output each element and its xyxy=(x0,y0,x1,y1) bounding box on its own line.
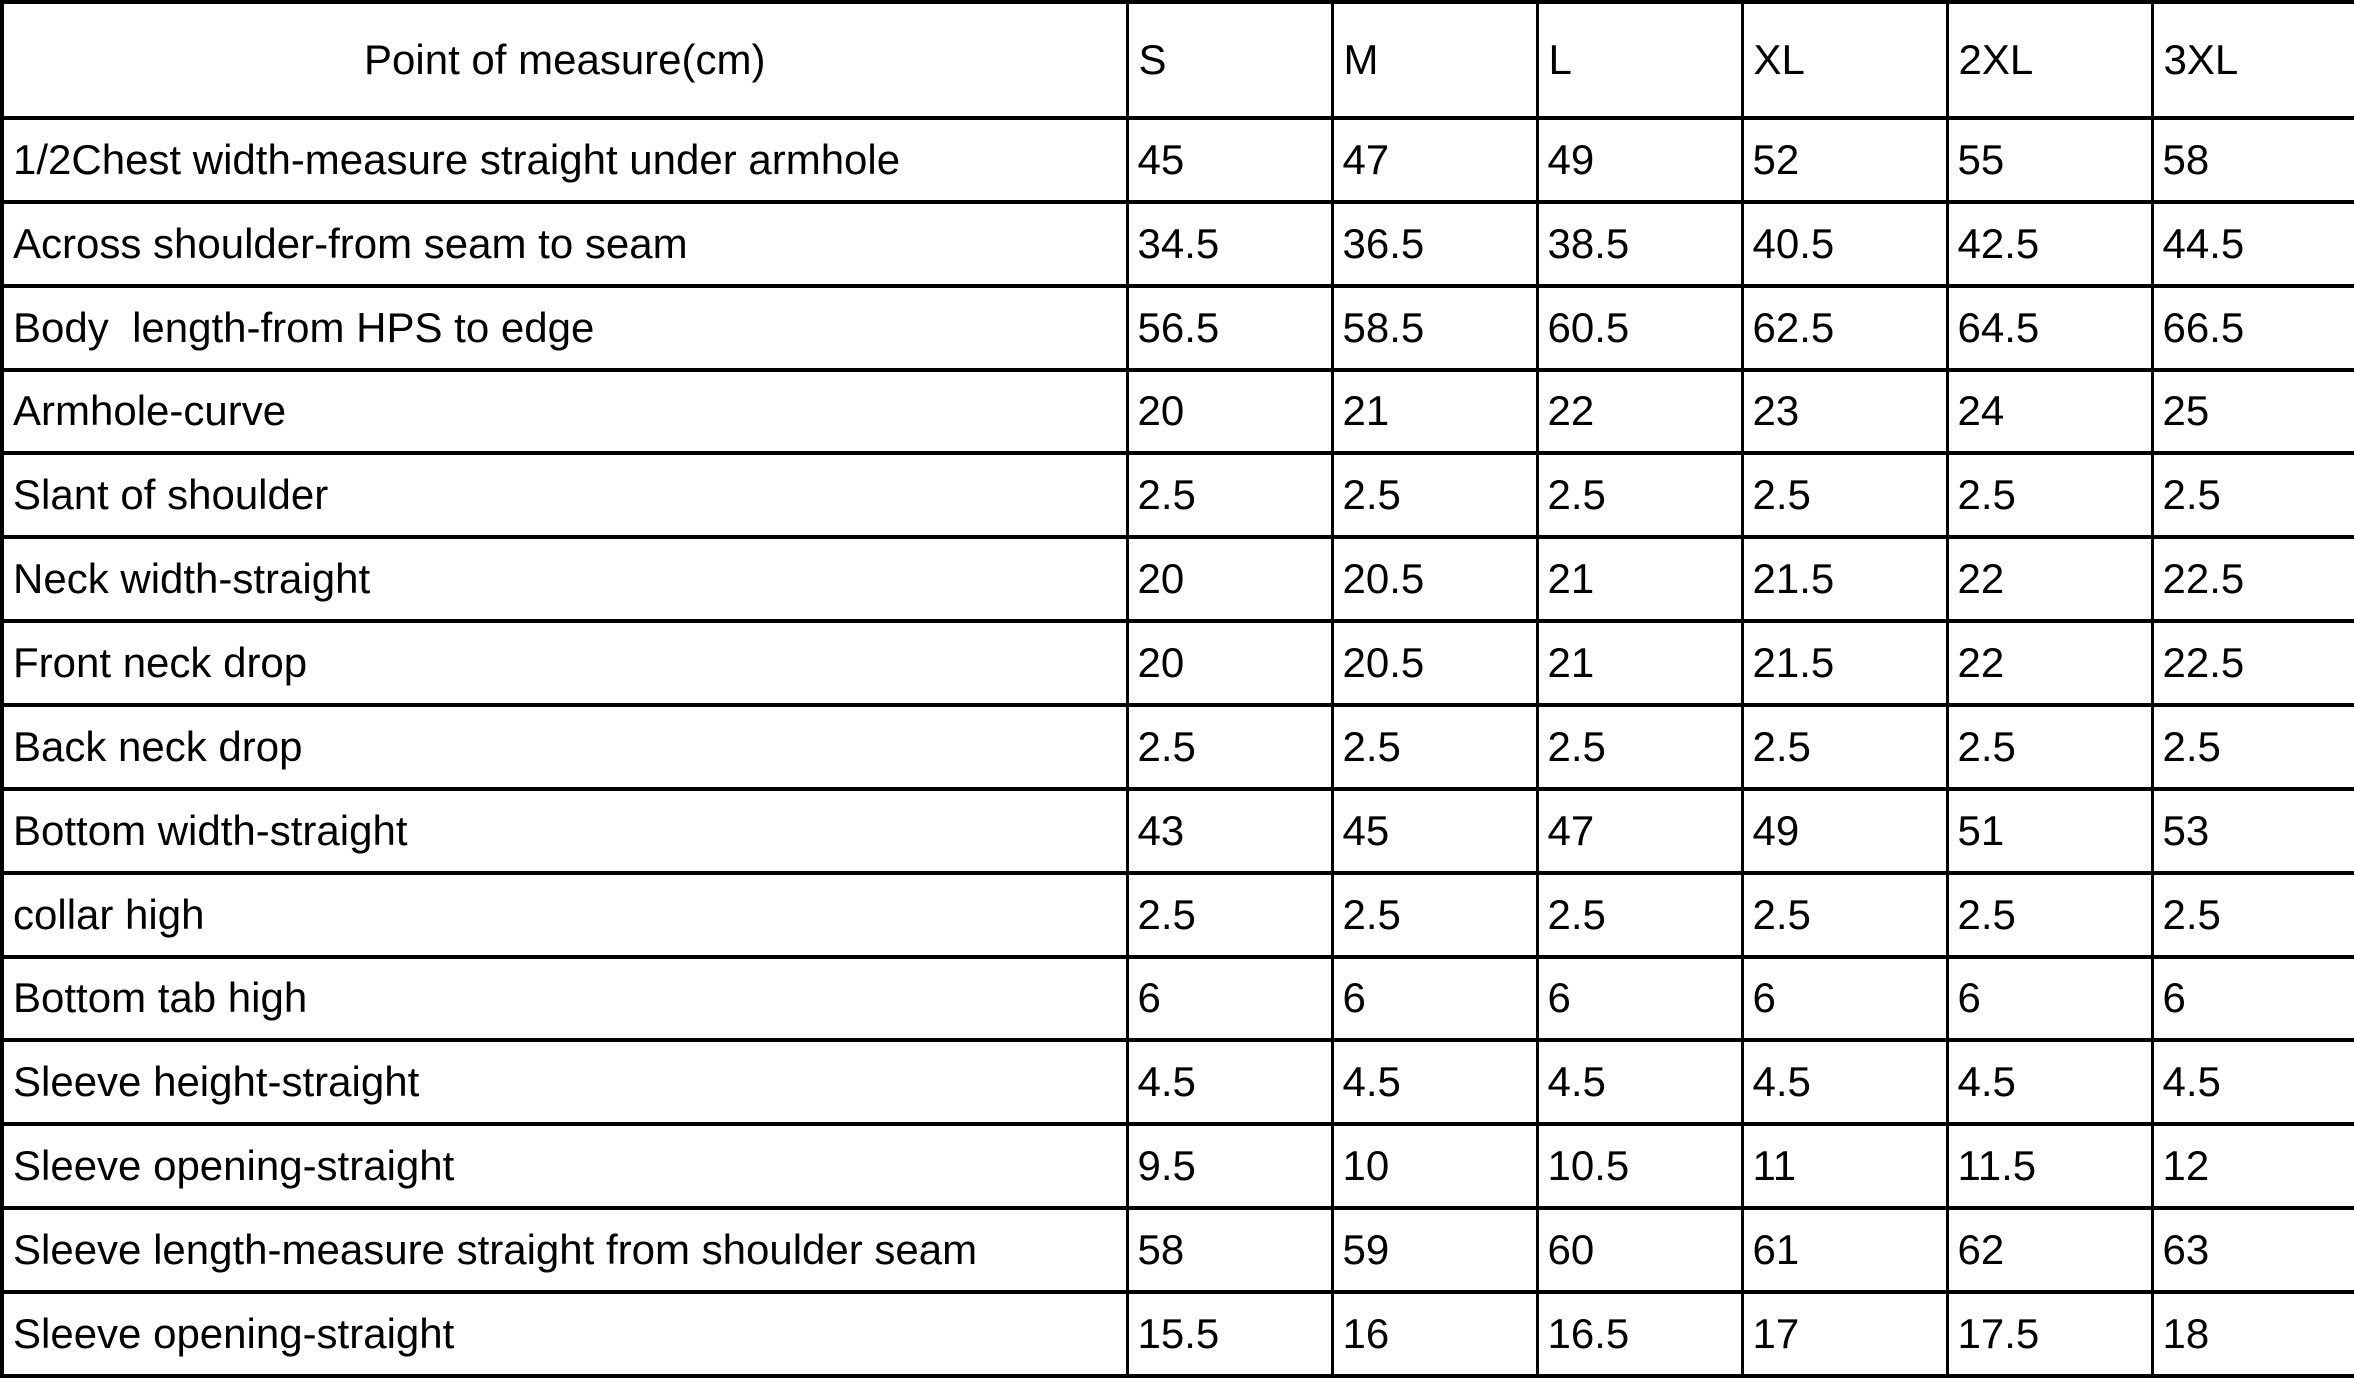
table-row xyxy=(2,286,2354,370)
measure-value: 6 xyxy=(1537,957,1742,1041)
header-row xyxy=(2,2,2354,118)
measure-value: 4.5 xyxy=(2152,1040,2354,1124)
measure-value: 21.5 xyxy=(1742,621,1947,705)
measure-value: 22.5 xyxy=(2152,621,2354,705)
measure-value: 34.5 xyxy=(1127,202,1332,286)
measure-value: 2.5 xyxy=(1332,453,1537,537)
measure-value: 16 xyxy=(1332,1292,1537,1376)
measure-value: 2.5 xyxy=(1537,705,1742,789)
measure-value: 60.5 xyxy=(1537,286,1742,370)
measure-label: Sleeve length-measure straight from shoulder seam xyxy=(2,1208,1127,1292)
measure-value: 2.5 xyxy=(1537,873,1742,957)
measure-value: 45 xyxy=(1127,118,1332,202)
measure-value: 20.5 xyxy=(1332,621,1537,705)
measure-value: 24 xyxy=(1947,370,2152,454)
measure-value: 2.5 xyxy=(1537,453,1742,537)
measure-label: Body length-from HPS to edge xyxy=(2,286,1127,370)
measure-value: 47 xyxy=(1537,789,1742,873)
measure-value: 2.5 xyxy=(1127,873,1332,957)
measure-value: 56.5 xyxy=(1127,286,1332,370)
measure-value: 55 xyxy=(1947,118,2152,202)
measure-value: 62 xyxy=(1947,1208,2152,1292)
measure-value: 22 xyxy=(1947,537,2152,621)
measure-value: 40.5 xyxy=(1742,202,1947,286)
measure-label: Sleeve opening-straight xyxy=(2,1292,1127,1376)
measure-label: Armhole-curve xyxy=(2,370,1127,454)
measure-value: 16.5 xyxy=(1537,1292,1742,1376)
table-row xyxy=(2,1124,2354,1208)
measure-value: 4.5 xyxy=(1127,1040,1332,1124)
measure-value: 60 xyxy=(1537,1208,1742,1292)
table-row xyxy=(2,1040,2354,1124)
measure-value: 22.5 xyxy=(2152,537,2354,621)
measure-value: 18 xyxy=(2152,1292,2354,1376)
table-row xyxy=(2,1292,2354,1376)
table-row xyxy=(2,873,2354,957)
measure-value: 58 xyxy=(1127,1208,1332,1292)
measure-value: 10 xyxy=(1332,1124,1537,1208)
measure-label: Neck width-straight xyxy=(2,537,1127,621)
measure-label: Bottom width-straight xyxy=(2,789,1127,873)
measure-value: 49 xyxy=(1742,789,1947,873)
measure-label: Across shoulder-from seam to seam xyxy=(2,202,1127,286)
measure-value: 2.5 xyxy=(2152,873,2354,957)
measure-value: 38.5 xyxy=(1537,202,1742,286)
measure-value: 51 xyxy=(1947,789,2152,873)
measure-value: 4.5 xyxy=(1947,1040,2152,1124)
measure-label: Bottom tab high xyxy=(2,957,1127,1041)
measure-value: 6 xyxy=(2152,957,2354,1041)
measure-value: 44.5 xyxy=(2152,202,2354,286)
column-header-size-l: L xyxy=(1537,2,1742,118)
measure-value: 61 xyxy=(1742,1208,1947,1292)
measure-value: 43 xyxy=(1127,789,1332,873)
measure-value: 52 xyxy=(1742,118,1947,202)
measure-value: 6 xyxy=(1742,957,1947,1041)
column-header-point-of-measure: Point of measure(cm) xyxy=(2,2,1127,118)
measure-value: 9.5 xyxy=(1127,1124,1332,1208)
measure-value: 62.5 xyxy=(1742,286,1947,370)
table-row xyxy=(2,537,2354,621)
table-row xyxy=(2,118,2354,202)
measure-value: 15.5 xyxy=(1127,1292,1332,1376)
table-row xyxy=(2,202,2354,286)
table-row xyxy=(2,453,2354,537)
column-header-size-xl: XL xyxy=(1742,2,1947,118)
measure-label: Front neck drop xyxy=(2,621,1127,705)
measure-label: 1/2Chest width-measure straight under armhole xyxy=(2,118,1127,202)
measure-value: 20 xyxy=(1127,537,1332,621)
measure-value: 4.5 xyxy=(1742,1040,1947,1124)
measure-value: 47 xyxy=(1332,118,1537,202)
measure-value: 58 xyxy=(2152,118,2354,202)
measure-value: 4.5 xyxy=(1332,1040,1537,1124)
measure-value: 2.5 xyxy=(1947,873,2152,957)
measure-value: 42.5 xyxy=(1947,202,2152,286)
measure-value: 2.5 xyxy=(1127,705,1332,789)
measure-value: 2.5 xyxy=(1332,705,1537,789)
measure-value: 21 xyxy=(1537,537,1742,621)
measure-value: 2.5 xyxy=(2152,705,2354,789)
measure-value: 66.5 xyxy=(2152,286,2354,370)
table-body xyxy=(2,118,2354,1376)
measure-value: 6 xyxy=(1127,957,1332,1041)
measure-value: 20 xyxy=(1127,370,1332,454)
measure-value: 2.5 xyxy=(1742,453,1947,537)
measure-value: 63 xyxy=(2152,1208,2354,1292)
measure-value: 53 xyxy=(2152,789,2354,873)
measure-value: 17.5 xyxy=(1947,1292,2152,1376)
table-row xyxy=(2,705,2354,789)
table-row xyxy=(2,957,2354,1041)
measure-value: 20.5 xyxy=(1332,537,1537,621)
measure-value: 22 xyxy=(1537,370,1742,454)
table-row xyxy=(2,621,2354,705)
measure-value: 11 xyxy=(1742,1124,1947,1208)
measure-value: 6 xyxy=(1947,957,2152,1041)
measure-value: 2.5 xyxy=(2152,453,2354,537)
measure-value: 22 xyxy=(1947,621,2152,705)
table-row xyxy=(2,370,2354,454)
measure-label: Back neck drop xyxy=(2,705,1127,789)
measure-label: Sleeve opening-straight xyxy=(2,1124,1127,1208)
measure-value: 2.5 xyxy=(1947,705,2152,789)
measure-value: 64.5 xyxy=(1947,286,2152,370)
measure-value: 21 xyxy=(1537,621,1742,705)
measure-value: 17 xyxy=(1742,1292,1947,1376)
table-row xyxy=(2,789,2354,873)
column-header-size-m: M xyxy=(1332,2,1537,118)
measure-value: 2.5 xyxy=(1127,453,1332,537)
measure-value: 36.5 xyxy=(1332,202,1537,286)
measure-value: 11.5 xyxy=(1947,1124,2152,1208)
measure-label: Slant of shoulder xyxy=(2,453,1127,537)
measure-value: 6 xyxy=(1332,957,1537,1041)
measure-value: 25 xyxy=(2152,370,2354,454)
measure-label: Sleeve height-straight xyxy=(2,1040,1127,1124)
measure-value: 2.5 xyxy=(1332,873,1537,957)
measure-value: 20 xyxy=(1127,621,1332,705)
measure-value: 21 xyxy=(1332,370,1537,454)
measure-value: 2.5 xyxy=(1742,705,1947,789)
measure-value: 21.5 xyxy=(1742,537,1947,621)
measure-value: 12 xyxy=(2152,1124,2354,1208)
measure-value: 59 xyxy=(1332,1208,1537,1292)
measure-value: 10.5 xyxy=(1537,1124,1742,1208)
measure-value: 2.5 xyxy=(1947,453,2152,537)
measure-value: 23 xyxy=(1742,370,1947,454)
column-header-size-3xl: 3XL xyxy=(2152,2,2354,118)
measure-value: 2.5 xyxy=(1742,873,1947,957)
measure-value: 49 xyxy=(1537,118,1742,202)
measure-value: 4.5 xyxy=(1537,1040,1742,1124)
column-header-size-2xl: 2XL xyxy=(1947,2,2152,118)
measure-value: 58.5 xyxy=(1332,286,1537,370)
measure-value: 45 xyxy=(1332,789,1537,873)
column-header-size-s: S xyxy=(1127,2,1332,118)
measure-label: collar high xyxy=(2,873,1127,957)
table-row xyxy=(2,1208,2354,1292)
